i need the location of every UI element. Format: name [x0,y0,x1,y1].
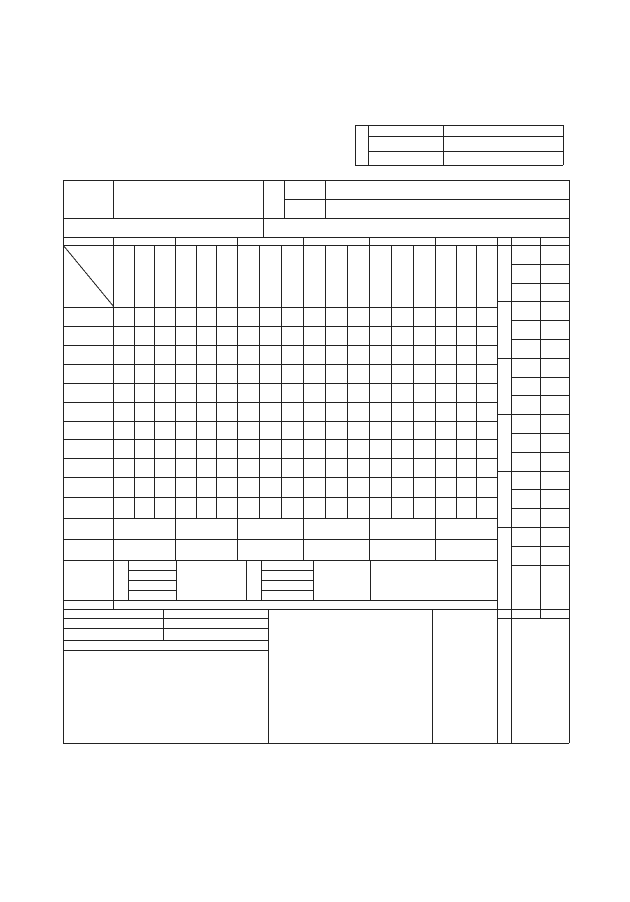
facility-row-label [64,383,113,402]
rule-line [63,743,569,744]
rule-line [113,518,114,560]
round-time-label [512,264,540,283]
diagonal-line [63,245,114,307]
facility-row-label [64,345,113,364]
facility-row-label [64,326,113,345]
rule-line [113,180,114,218]
slot-5-1 [391,248,413,308]
slot-1-2 [154,248,175,308]
hours-header [541,238,569,245]
rule-line [569,180,570,743]
ticket-class [129,590,176,600]
sameday-label [247,562,261,599]
rule-line [63,497,497,498]
round-time-label [512,489,540,508]
slot-1-1 [134,248,155,308]
rounds-header [498,238,540,245]
rule-line [63,245,569,246]
day-header-3 [237,238,303,245]
round-time-label [512,245,540,264]
slot-4-0 [303,248,325,308]
round-label [498,529,511,581]
ticket-class [262,570,313,580]
rule-line [63,218,569,219]
rule-line [540,237,541,618]
responsible-label [264,181,284,218]
rule-line [63,439,497,440]
round-label [498,303,511,355]
rule-line [497,618,569,619]
round-time-label [512,433,540,452]
day-header-4 [303,238,369,245]
facility-row-label [64,439,113,458]
day-header-1 [113,238,175,245]
rule-line [63,402,497,403]
fee-label [64,629,163,640]
ticket-class [129,580,176,590]
permit-number-value [164,619,268,628]
round-time-label [512,395,540,414]
round-time-label [512,452,540,471]
remarks-label [269,660,281,700]
gallery-label [64,519,113,559]
permit-number-label [64,619,163,628]
rule-line [63,364,497,365]
day-header-6 [435,238,497,245]
ticket-class [262,560,313,570]
rule-line [63,640,268,641]
slot-4-2 [347,248,369,308]
round-time-label [512,471,540,490]
rule-line [63,326,497,327]
slot-2-2 [216,248,237,308]
round-time-label [512,546,540,565]
rule-line [63,383,497,384]
usage-period-label [64,238,113,245]
round-time-label [512,527,540,546]
applicant-name-label [369,152,443,165]
equipment-label [64,654,76,739]
round-time-label [512,508,540,527]
rule-line [432,609,433,743]
ticket-label [64,561,113,599]
round-time-label [512,377,540,396]
rule-line [63,477,497,478]
round-time-label [512,414,540,433]
permit-date-value [164,610,268,618]
round-label [498,416,511,468]
round-label [498,360,511,412]
round-label [498,247,511,299]
facility-row-label [64,421,113,439]
purpose-label [64,181,113,218]
round-time-label [512,283,540,302]
ticket-class [129,570,176,580]
slot-5-2 [413,248,435,308]
rule-line [63,421,497,422]
round-time-label [512,565,540,584]
ticket-class [262,590,313,600]
rule-line [63,539,497,540]
facility-row-label [64,497,113,518]
rule-line [176,560,177,600]
rule-line [313,560,314,600]
rule-line [355,165,563,166]
day-header-5 [369,238,435,245]
slot-2-1 [196,248,217,308]
slot-3-2 [281,248,303,308]
slot-6-2 [476,248,497,308]
slot-4-1 [325,248,347,308]
ticket-class [262,580,313,590]
applicant-label [356,126,368,165]
gallery-note [114,519,497,539]
round-time-label [512,358,540,377]
rule-line [63,458,497,459]
facility-row-label [64,477,113,497]
slot-6-0 [435,248,456,308]
slot-6-1 [456,248,477,308]
facility-row-label [64,458,113,477]
round-label [498,473,511,525]
facility-row-label [64,307,113,326]
slot-3-1 [259,248,281,308]
slot-2-0 [175,248,196,308]
rule-line [284,199,569,200]
round-time-label [512,339,540,358]
period-label2 [64,227,113,237]
slot-5-0 [369,248,391,308]
rule-line [63,600,497,601]
rule-line [63,345,497,346]
facility-row-label [64,364,113,383]
round-time-label [512,320,540,339]
rule-line [443,125,444,165]
group-name-label [369,126,443,136]
responsible-address-label [285,181,325,199]
rule-line [370,560,371,600]
rule-line [63,650,268,651]
applicant-address-label [369,137,443,151]
presale-label [114,562,128,599]
rule-line [63,307,497,308]
day-header-2 [175,238,237,245]
round-time-label [512,301,540,320]
rule-line [563,125,564,165]
responsible-name-label [285,200,325,218]
permit-date-label [64,610,163,618]
slot-3-0 [237,248,259,308]
ticket-class [129,560,176,570]
slot-1-0 [113,248,134,308]
facility-row-label [64,402,113,421]
